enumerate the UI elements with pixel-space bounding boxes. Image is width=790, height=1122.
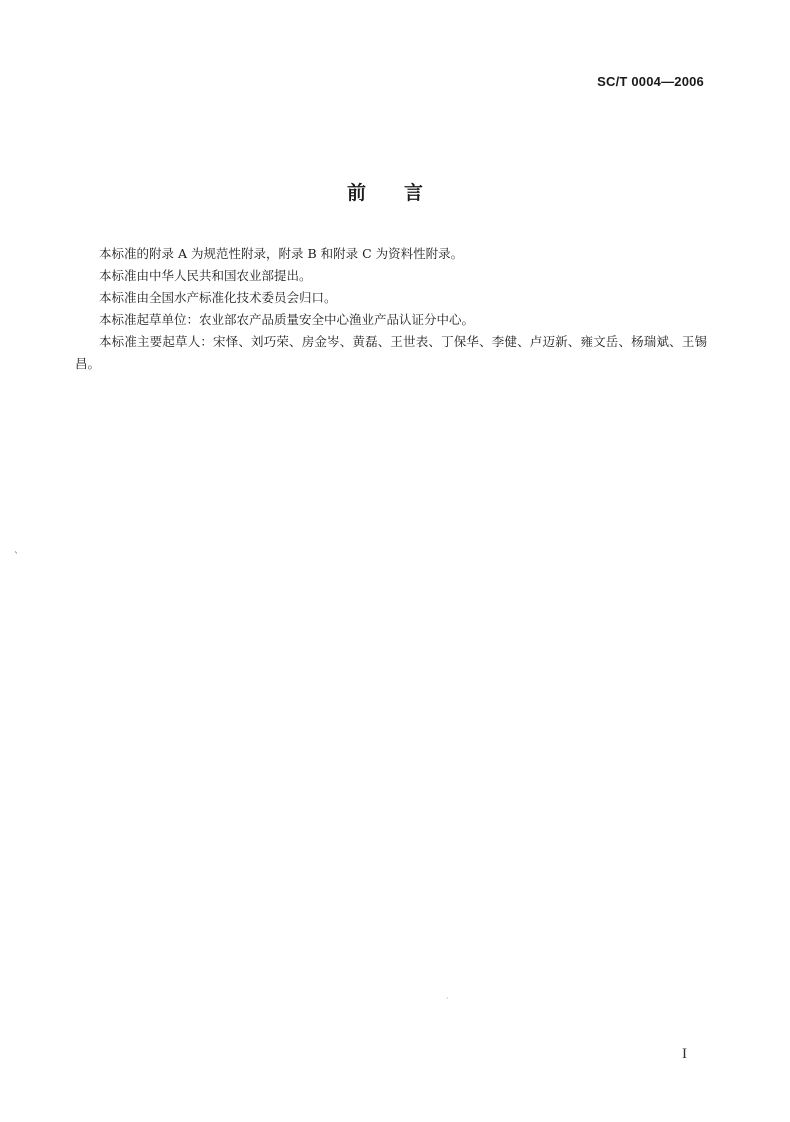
page-number: I — [682, 1046, 687, 1062]
page-title: 前言 — [346, 182, 461, 204]
scan-mark: ` — [14, 552, 19, 563]
paragraph-committee: 本标准由全国水产标准化技术委员会归口。 — [99, 290, 337, 305]
foreword-body — [75, 243, 707, 375]
standard-number: SC/T 0004—2006 — [597, 74, 704, 89]
paragraph-proposer: 本标准由中华人民共和国农业部提出。 — [99, 268, 312, 283]
scan-dot: · — [446, 994, 449, 1003]
paragraph-annex-info: 本标准的附录 A 为规范性附录，附录 B 和附录 C 为资料性附录。 — [99, 246, 464, 261]
paragraph-drafters: 本标准主要起草人：宋怿、刘巧荣、房金岑、黄磊、王世表、丁保华、李健、卢迈新、雍文岳、杨瑞斌、王锡昌。 — [75, 334, 707, 371]
paragraph-drafting-unit: 本标准起草单位：农业部农产品质量安全中心渔业产品认证分中心。 — [99, 312, 475, 327]
